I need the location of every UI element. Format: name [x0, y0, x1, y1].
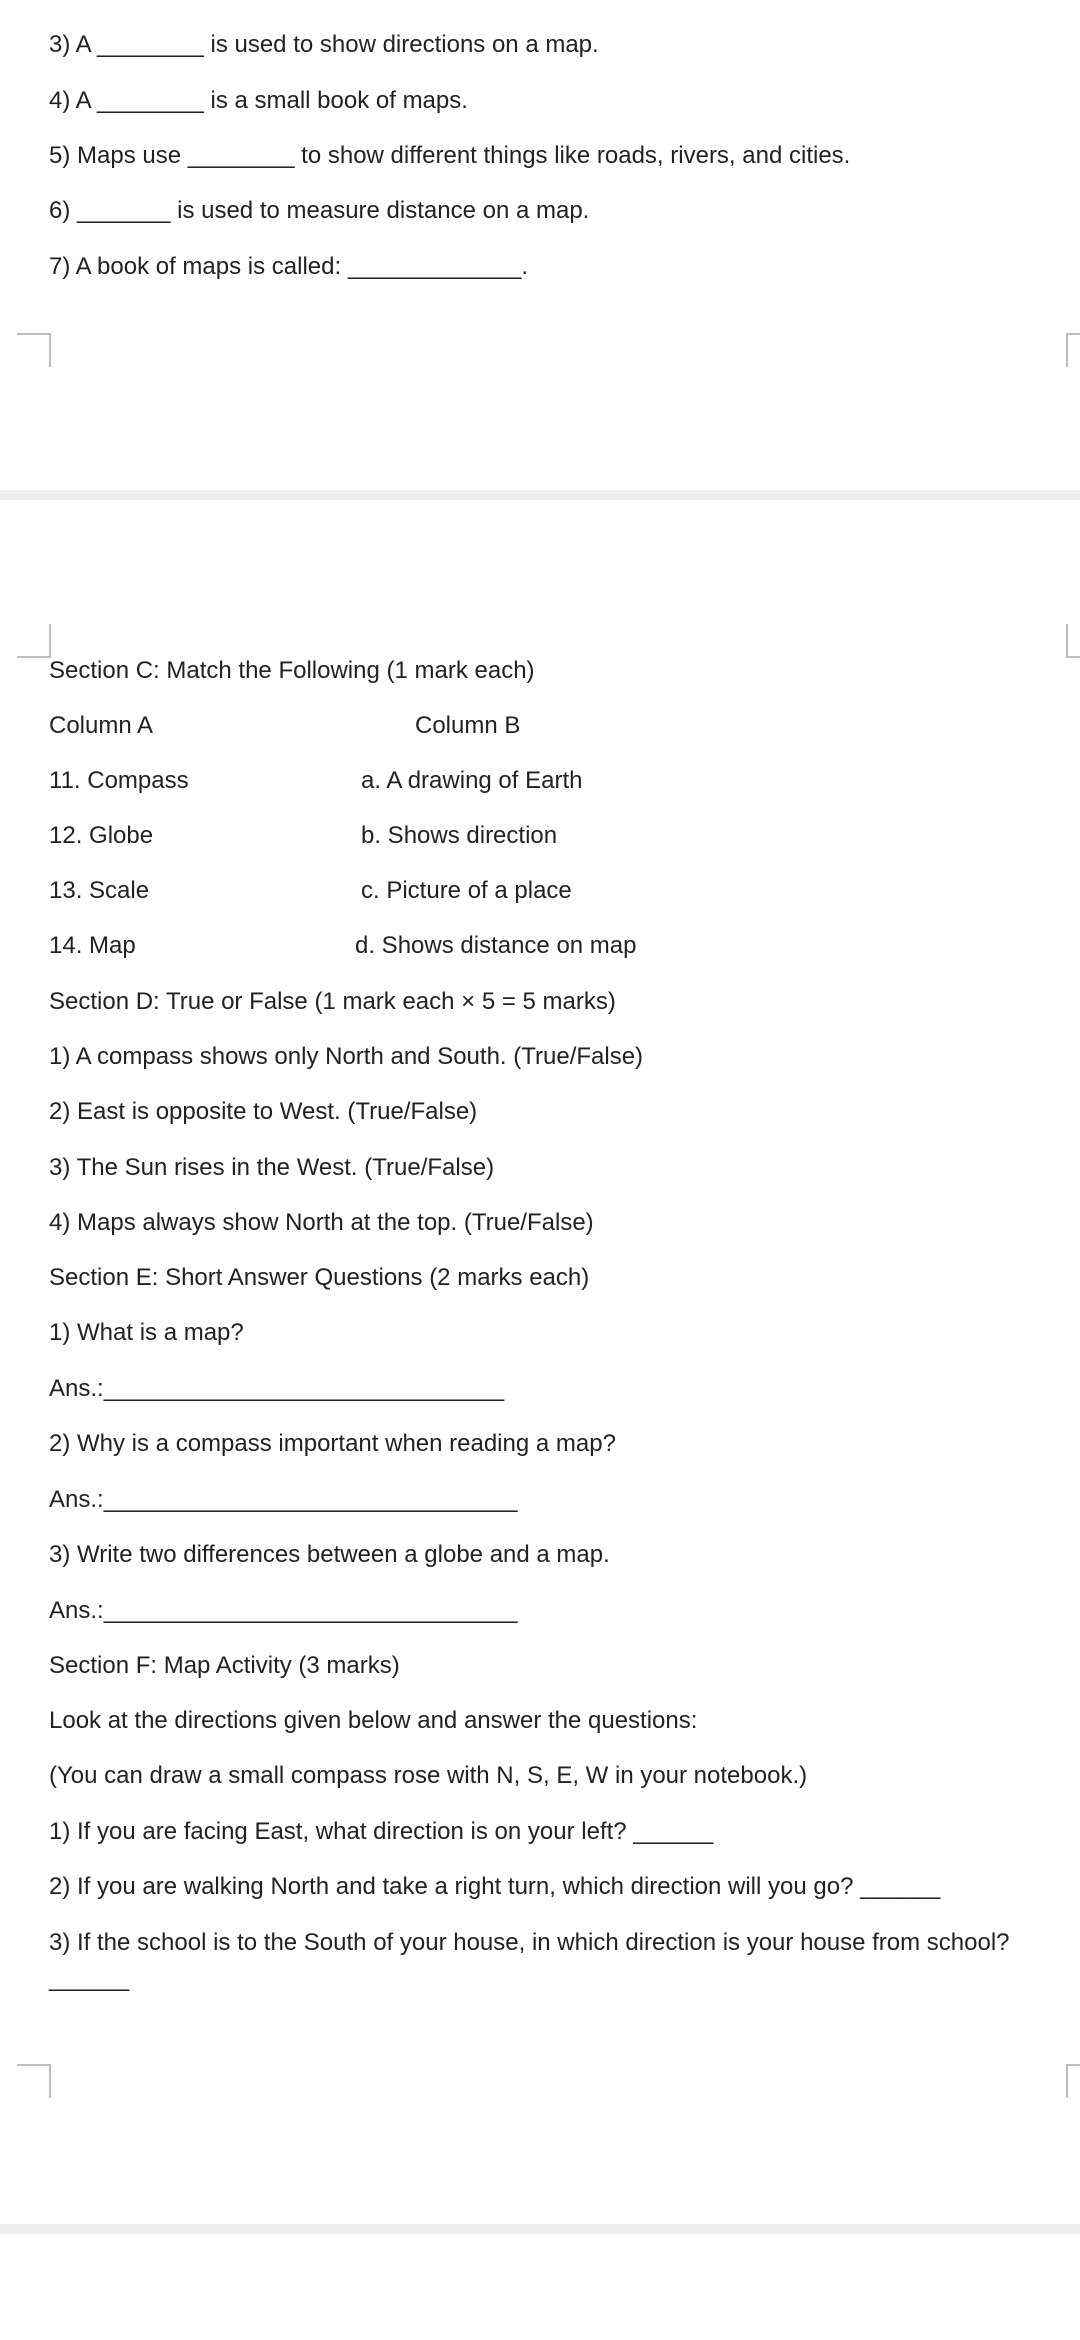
column-a-header: Column A: [49, 712, 154, 739]
page-corner-mark: [17, 333, 51, 367]
match-item-b: b. Shows direction: [361, 822, 558, 849]
short-answer-question: 3) Write two differences between a globe and a map.: [49, 1541, 610, 1568]
page-corner-mark: [1066, 624, 1080, 658]
section-f-note: (You can draw a small compass rose with N, S, E, W in your notebook.): [49, 1762, 808, 1789]
match-item-a: 12. Globe: [49, 822, 154, 849]
page-corner-mark: [1066, 2064, 1080, 2098]
match-item-b: c. Picture of a place: [361, 877, 572, 904]
true-false-question: 2) East is opposite to West. (True/False): [49, 1098, 478, 1125]
page-separator: [0, 2224, 1080, 2234]
page-corner-mark: [17, 624, 51, 658]
answer-line: ______: [49, 1965, 130, 1992]
true-false-question: 3) The Sun rises in the West. (True/False): [49, 1154, 495, 1181]
fill-blank-question: 6) _______ is used to measure distance on a map.: [49, 197, 590, 224]
section-e-heading: Section E: Short Answer Questions (2 marks each): [49, 1264, 590, 1291]
document-page-2: [0, 500, 1080, 2224]
match-item-b: d. Shows distance on map: [355, 932, 637, 959]
section-f-instructions: Look at the directions given below and answer the questions:: [49, 1707, 698, 1734]
short-answer-question: 2) Why is a compass important when reading a map?: [49, 1430, 616, 1457]
section-d-heading: Section D: True or False (1 mark each × 5 = 5 marks): [49, 988, 616, 1015]
answer-line: Ans.:_______________________________: [49, 1486, 518, 1513]
page-corner-mark: [17, 2064, 51, 2098]
page-corner-mark: [1066, 333, 1080, 367]
document-page-3: [0, 2234, 1080, 2340]
answer-line: Ans.:_______________________________: [49, 1597, 518, 1624]
fill-blank-question: 7) A book of maps is called: _____________.: [49, 253, 529, 280]
column-b-header: Column B: [415, 712, 521, 739]
map-activity-question: 2) If you are walking North and take a right turn, which direction will you go? ______: [49, 1873, 941, 1900]
match-item-a: 11. Compass: [49, 767, 189, 794]
document-page-1: [0, 0, 1080, 490]
answer-line: Ans.:______________________________: [49, 1375, 505, 1402]
section-c-heading: Section C: Match the Following (1 mark each): [49, 657, 535, 684]
map-activity-question: 3) If the school is to the South of your house, in which direction is your house from school?: [49, 1929, 1010, 1956]
map-activity-question: 1) If you are facing East, what direction is on your left? ______: [49, 1818, 714, 1845]
fill-blank-question: 3) A ________ is used to show directions on a map.: [49, 31, 599, 58]
fill-blank-question: 4) A ________ is a small book of maps.: [49, 87, 468, 114]
fill-blank-question: 5) Maps use ________ to show different things like roads, rivers, and cities.: [49, 142, 851, 169]
match-item-a: 14. Map: [49, 932, 136, 959]
true-false-question: 1) A compass shows only North and South. (True/False): [49, 1043, 644, 1070]
page-separator: [0, 490, 1080, 500]
short-answer-question: 1) What is a map?: [49, 1319, 244, 1346]
match-item-a: 13. Scale: [49, 877, 150, 904]
section-f-heading: Section F: Map Activity (3 marks): [49, 1652, 400, 1679]
match-item-b: a. A drawing of Earth: [361, 767, 583, 794]
true-false-question: 4) Maps always show North at the top. (True/False): [49, 1209, 594, 1236]
